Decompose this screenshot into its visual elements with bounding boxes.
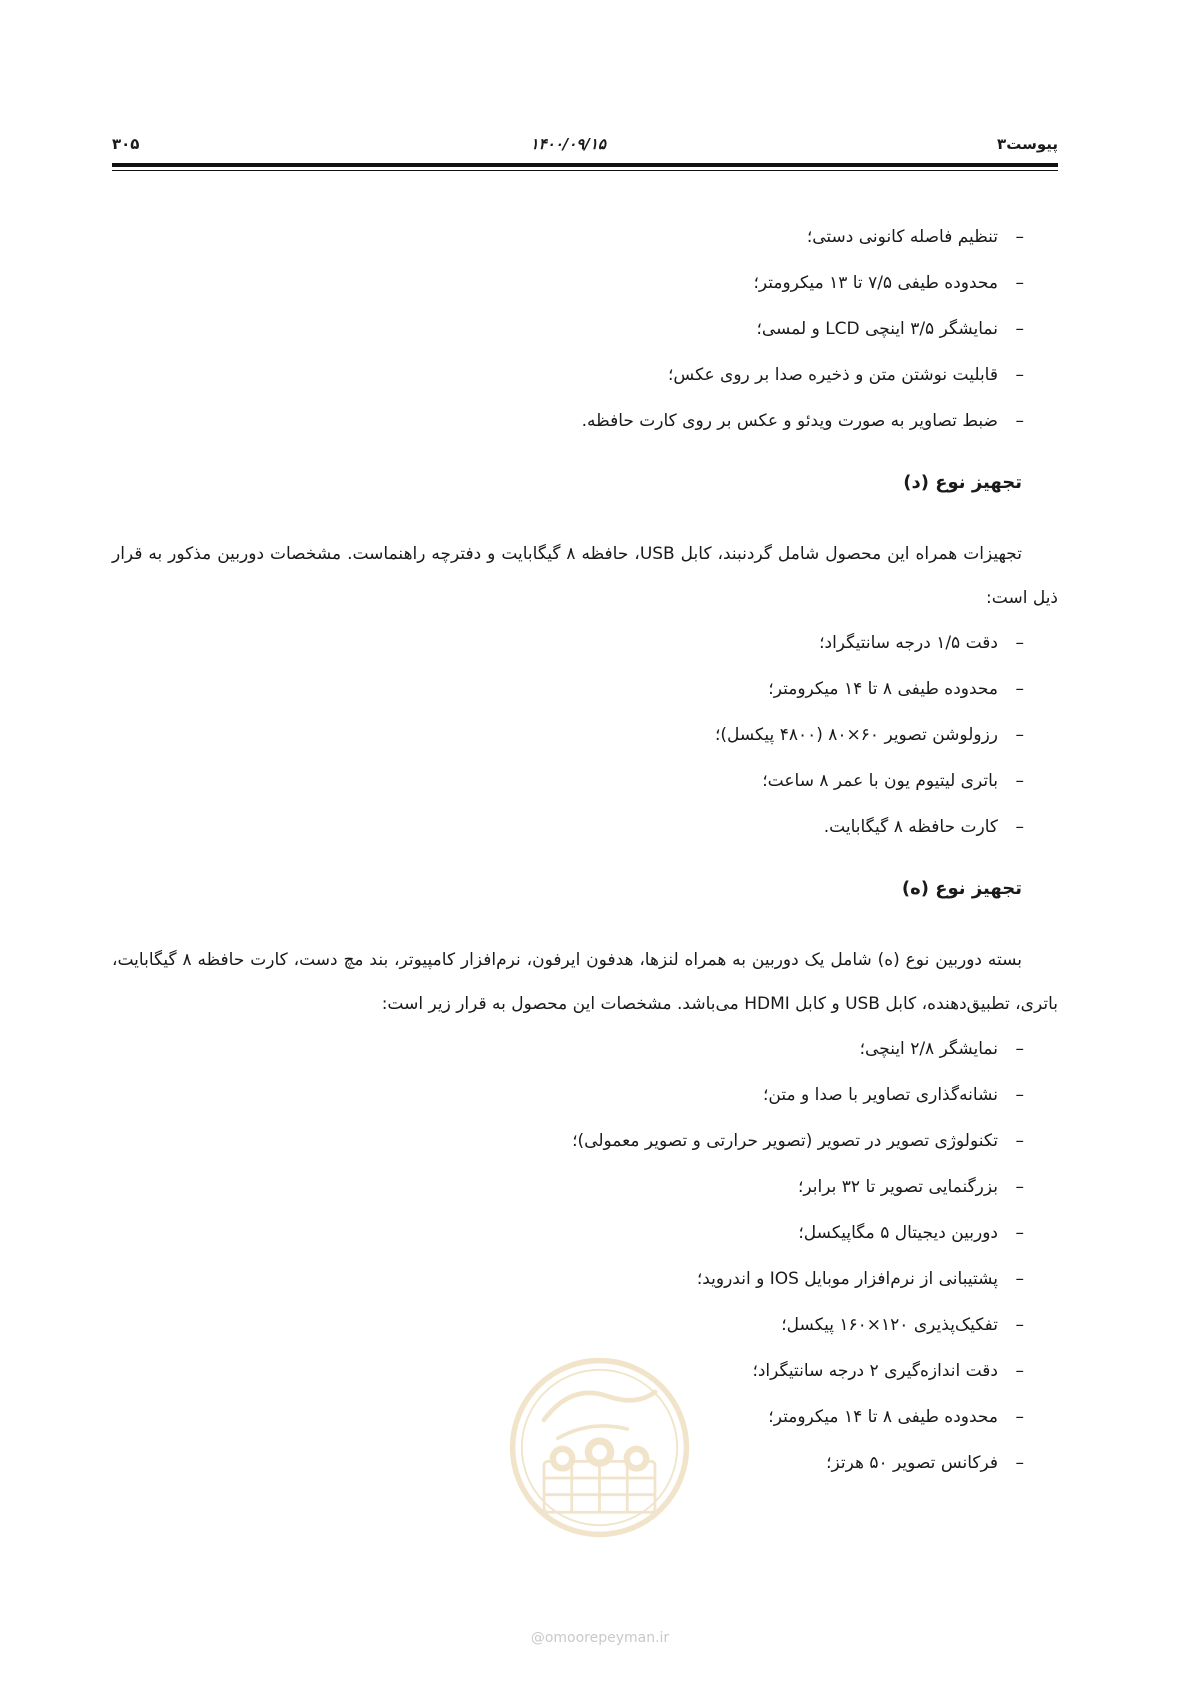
- dash-bullet: –: [1015, 725, 1024, 745]
- spec-list-d: [112, 620, 1058, 850]
- list-item-text: رزولوشن تصویر ۶۰×۸۰ (۴۸۰۰ پیکسل)؛: [714, 725, 998, 745]
- list-item-text: دقت ۱/۵ درجه سانتیگراد؛: [819, 633, 998, 653]
- section-d-paragraph: تجهیزات همراه این محصول شامل گردنبند، کابل USB، حافظه ۸ گیگابایت و دفترچه راهنماست. مشخصات دوربین مذکور به قرار ذیل است:: [112, 544, 1058, 608]
- dash-bullet: –: [1015, 771, 1024, 791]
- list-item: [112, 1256, 1024, 1302]
- list-item-text: قابلیت نوشتن متن و ذخیره صدا بر روی عکس؛: [668, 365, 998, 385]
- dash-bullet: –: [1015, 1223, 1024, 1243]
- dash-bullet: –: [1015, 1269, 1024, 1289]
- dash-bullet: –: [1015, 273, 1024, 293]
- list-item: [112, 352, 1024, 398]
- list-item-text: تکنولوژی تصویر در تصویر (تصویر حرارتی و تصویر معمولی)؛: [572, 1131, 998, 1151]
- list-item: [112, 306, 1024, 352]
- dash-bullet: –: [1015, 1131, 1024, 1151]
- list-item: [112, 666, 1024, 712]
- list-item-text: دقت اندازه‌گیری ۲ درجه سانتیگراد؛: [752, 1361, 998, 1381]
- spec-list-c: [112, 214, 1058, 444]
- list-item: [112, 1072, 1024, 1118]
- dash-bullet: –: [1015, 319, 1024, 339]
- watermark-seal-logo: [507, 1355, 692, 1540]
- list-item-text: تفکیک‌پذیری ۱۲۰×۱۶۰ پیکسل؛: [781, 1315, 998, 1335]
- list-item-text: کارت حافظه ۸ گیگابایت.: [823, 817, 998, 837]
- watermark-url: @omoorepeyman.ir: [530, 1630, 670, 1646]
- dash-bullet: –: [1015, 1039, 1024, 1059]
- list-item-text: دوربین دیجیتال ۵ مگاپیکسل؛: [798, 1223, 998, 1243]
- page-content: [112, 214, 1058, 1486]
- dash-bullet: –: [1015, 817, 1024, 837]
- list-item: [112, 620, 1024, 666]
- header-rule-thin: [112, 170, 1058, 171]
- dash-bullet: –: [1015, 227, 1024, 247]
- dash-bullet: –: [1015, 1177, 1024, 1197]
- header-page-number: ۳۰۵: [112, 135, 140, 153]
- header-section-label: پیوست۳: [997, 135, 1058, 153]
- list-item-text: نشانه‌گذاری تصاویر با صدا و متن؛: [763, 1085, 998, 1105]
- list-item-text: محدوده طیفی ۸ تا ۱۴ میکرومتر؛: [768, 1407, 998, 1427]
- list-item: [112, 1210, 1024, 1256]
- header-rule-thick: [112, 163, 1058, 167]
- running-header: [112, 132, 1058, 156]
- section-heading-e: تجهیز نوع (ه): [901, 878, 1022, 899]
- dash-bullet: –: [1015, 1453, 1024, 1473]
- list-item-text: تنظیم فاصله کانونی دستی؛: [806, 227, 998, 247]
- list-item: [112, 214, 1024, 260]
- list-item: [112, 1164, 1024, 1210]
- list-item-text: فرکانس تصویر ۵۰ هرتز؛: [826, 1453, 998, 1473]
- list-item-text: نمایشگر ۲/۸ اینچی؛: [859, 1039, 998, 1059]
- list-item-text: محدوده طیفی ۷/۵ تا ۱۳ میکرومتر؛: [753, 273, 998, 293]
- dash-bullet: –: [1015, 679, 1024, 699]
- dash-bullet: –: [1015, 633, 1024, 653]
- list-item-text: باتری لیتیوم یون با عمر ۸ ساعت؛: [762, 771, 998, 791]
- list-item: [112, 260, 1024, 306]
- list-item: [112, 758, 1024, 804]
- dash-bullet: –: [1015, 411, 1024, 431]
- list-item-text: بزرگنمایی تصویر تا ۳۲ برابر؛: [798, 1177, 998, 1197]
- dash-bullet: –: [1015, 1085, 1024, 1105]
- dash-bullet: –: [1015, 1361, 1024, 1381]
- list-item: [112, 712, 1024, 758]
- list-item-text: پشتیبانی از نرم‌افزار موبایل IOS و اندروید؛: [696, 1269, 998, 1289]
- section-heading-d: تجهیز نوع (د): [903, 472, 1022, 493]
- list-item: [112, 1302, 1024, 1348]
- header-date: ۱۴۰۰/۰۹/۱۵: [530, 135, 606, 153]
- dash-bullet: –: [1015, 1315, 1024, 1335]
- dash-bullet: –: [1015, 365, 1024, 385]
- list-item-text: ضبط تصاویر به صورت ویدئو و عکس بر روی کارت حافظه.: [581, 411, 998, 431]
- list-item: [112, 1118, 1024, 1164]
- list-item-text: نمایشگر ۳/۵ اینچی LCD و لمسی؛: [756, 319, 998, 339]
- list-item: [112, 1026, 1024, 1072]
- list-item: [112, 398, 1024, 444]
- list-item-text: محدوده طیفی ۸ تا ۱۴ میکرومتر؛: [768, 679, 998, 699]
- section-e-paragraph: بسته دوربین نوع (ه) شامل یک دوربین به همراه لنزها، هدفون ایرفون، نرم‌افزار کامپیوتر، بند مچ دست، کارت حافظه ۸ گیگابایت، باتری، تطبیق‌دهنده، کابل USB و کابل HDMI می‌باشد. مشخصات این محصول به قرار زیر است:: [112, 950, 1058, 1014]
- list-item: [112, 804, 1024, 850]
- dash-bullet: –: [1015, 1407, 1024, 1427]
